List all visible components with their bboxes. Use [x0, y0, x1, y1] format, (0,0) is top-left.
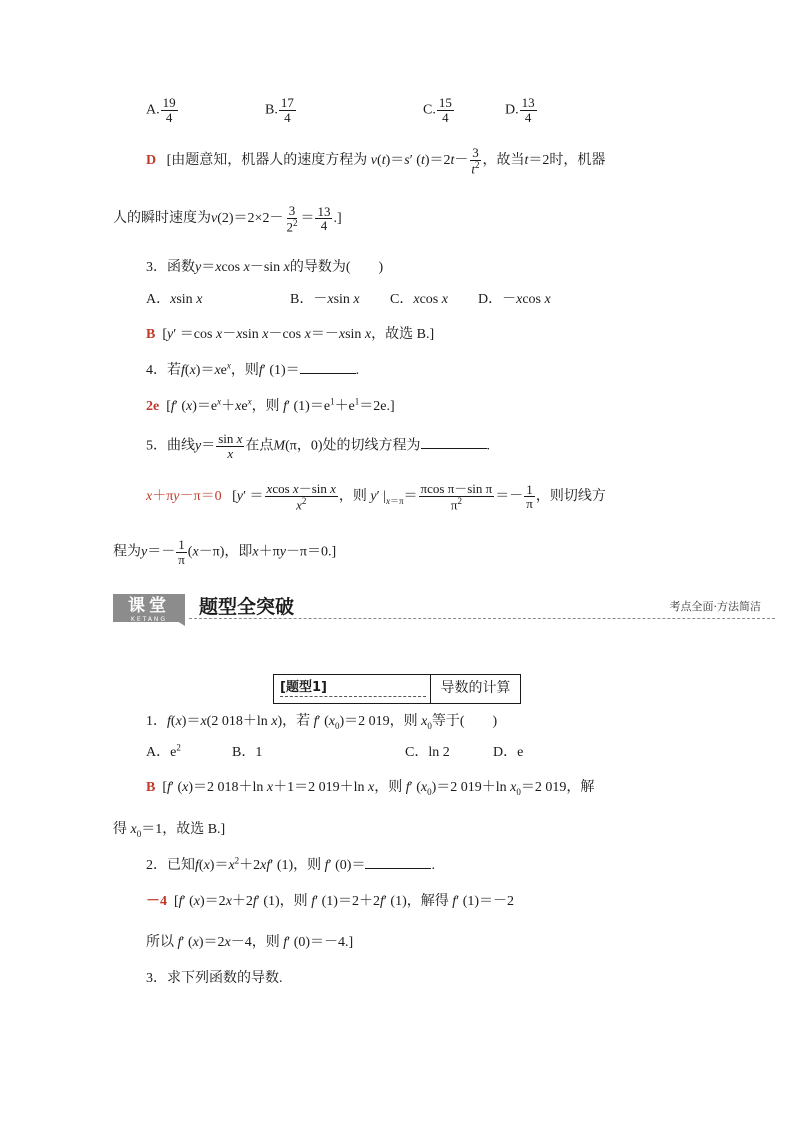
option-b: B. $\frac{17}{4}$ [265, 95, 294, 125]
t3-stem: 3．求下列函数的导数. [146, 971, 283, 986]
q3-stem: 3．函数y＝xcos x－sin x的导数为( ) [146, 260, 384, 275]
t1-options: A．$e^2$ [146, 742, 181, 760]
t2-answer-line2: 所以 f′ (x)＝2x－4，则 f′ (0)＝－4.] [146, 935, 354, 950]
t1-option-d: D．e [493, 745, 524, 760]
section-divider [189, 618, 775, 619]
q3-option-d: D．－xcos x [478, 292, 551, 307]
t1-option-c: C．ln 2 [405, 745, 450, 760]
q3-answer: B [y′ ＝cos x－xsin x－cos x＝－xsin x，故选 B.] [146, 327, 435, 342]
topic-box [273, 674, 521, 704]
q5-answer-line2: 程为y＝－ $\frac{1}{\pi}$ (x－π)，即x＋πy－π＝0.] [113, 537, 337, 567]
q4-stem: 4．若$f(x)=xe^x$，则f′ (1)＝ . [146, 360, 360, 378]
q5-answer: x＋πy－π＝0 [y′ ＝ $\frac{\text{xcos x－sin x}}{x^2}$ ，则 y′ $|_{x=\pi}=$ $\frac{\text{πcos π－sin π}}{\pi^2}$ ＝－ $\frac{1}{\pi}$ ，则切线方 [146, 481, 606, 512]
q5-stem: 5．曲线y＝ $\frac{\text{sin x}}{x}$ 在点M(π，0)处的切线方程为 . [146, 431, 490, 461]
t1-stem: 1．f(x)＝x(2 018＋ln x)，若 f′ $(x_0)=2$ 019，则 $x_0$等于( ) [146, 714, 498, 731]
section-banner [113, 594, 775, 628]
section-badge-sub: KETANG [130, 616, 168, 623]
option-d: D. $\frac{13}{4}$ [505, 95, 535, 125]
topic-title: 导数的计算 [440, 680, 511, 696]
answer-d-line1: D [由题意知，机器人的速度方程为 v(t)＝s′ (t)＝2t－ $\frac{3}{t^2}$ ，故当t＝2时，机器 [146, 145, 606, 176]
section-tagline: 考点全面·方法简洁 [669, 600, 761, 613]
t1-answer-line2: 得 $x_0=1$，故选 B.] [113, 822, 226, 839]
answer-letter: D [146, 153, 157, 169]
t2-answer: －4 [f′ (x)＝2x＋2f′ (1)，则 f′ (1)＝2＋2f′ (1)，解得 f′ (1)＝－2 [146, 894, 515, 909]
t1-answer: B [f′ (x)＝2 018＋ln x＋1＝2 019＋ln x，则 f′ $(x_0)=2$ 019＋ln $x_0=2$ 019，解 [146, 780, 595, 797]
badge-arrow-icon [169, 616, 185, 626]
q3-option-b: B．－xsin x [290, 292, 360, 307]
answer-d-line2: 人的瞬时速度为v(2)＝2×2－ $\frac{3}{2^2}$ ＝ $\frac{13}{4}$ .] [113, 203, 342, 234]
t1-option-b: B．1 [232, 745, 263, 760]
q4-answer: 2e [f′ $(x)=e^x+xe^x$，则 f′ $(1)=e^1+e^1=2e$.] [146, 396, 395, 414]
q3-option-c: C．xcos x [390, 292, 448, 307]
q3-options: A．xsin x [146, 292, 203, 307]
t2-stem: 2．已知$f(x)=x^2+2xf'$ (1)，则 f′ (0)＝ . [146, 855, 435, 873]
option-a: A. $\frac{19}{4}$ [146, 95, 176, 125]
option-c: C. $\frac{15}{4}$ [423, 95, 452, 125]
topic-label: [题型1] [274, 675, 431, 703]
section-badge: 课堂 [113, 594, 185, 622]
section-title: 题型全突破 [199, 596, 295, 618]
